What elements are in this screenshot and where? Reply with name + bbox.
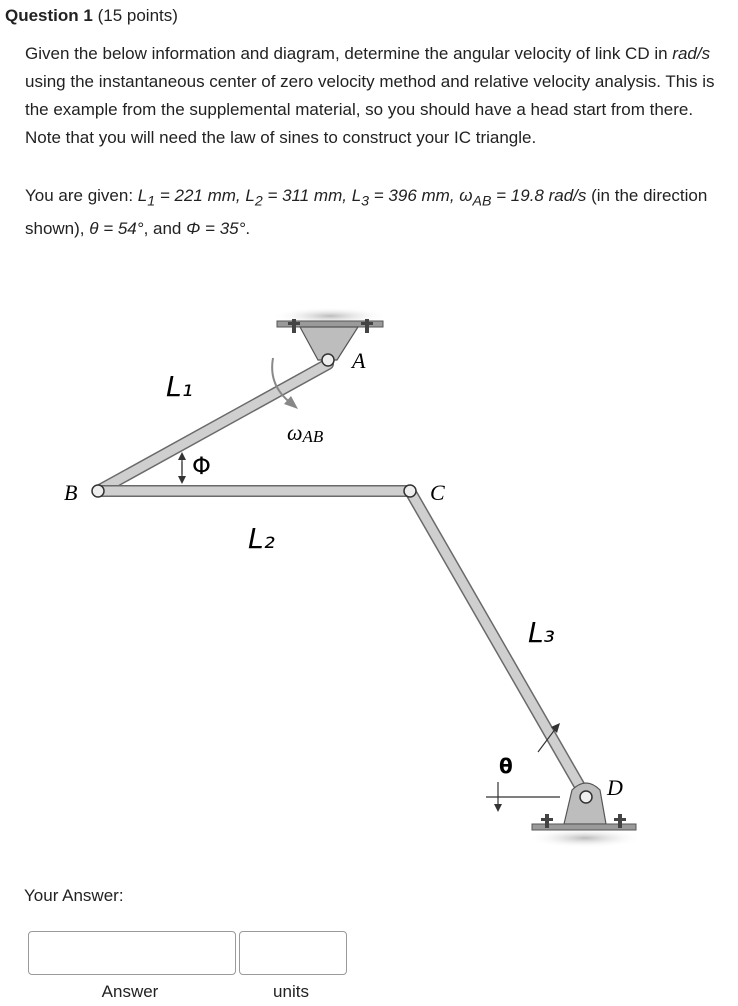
your-answer-label: Your Answer: (24, 886, 124, 905)
label-a: A (352, 348, 366, 373)
given-values: You are given: $L_1 = 221$ mm, $L_2 = 311$ mm, $L_3 = 396$ mm, $\omega_{AB} = 19.8$ rad/s (in the direction shown), θ = 54°, and Φ = 35°. (25, 186, 708, 239)
label-c: C (430, 480, 445, 505)
question-prompt (25, 40, 730, 243)
link-cd-fill (410, 491, 586, 797)
phi-arrowhead-up (178, 452, 186, 460)
question-number: Question 1 (5, 6, 93, 25)
label-l3: L₃ (528, 616, 555, 649)
pin-d (580, 791, 592, 803)
units-input[interactable] (239, 931, 347, 975)
prompt-paragraph: Given the below information and diagram, determine the angular velocity of link CD in rad/s using the instantaneous center of zero velocity method and relative velocity analysis. This is the example from the supplemental material, so you should have a head start from there. Note that you will need the law of sines to construct your IC triangle. (25, 44, 715, 147)
label-theta: θ (499, 754, 513, 778)
support-d-shadow (527, 828, 643, 848)
question-points: (15 points) (97, 6, 178, 25)
label-b: B (64, 480, 78, 505)
mechanism-diagram (0, 270, 738, 870)
answer-caption: Answer (101, 982, 159, 1001)
theta-arrowhead-down (494, 804, 502, 812)
units-caption: units (273, 982, 309, 1001)
pin-b (92, 485, 104, 497)
label-omega: ωAB (287, 420, 324, 446)
pin-c (404, 485, 416, 497)
phi-arrowhead-down (178, 476, 186, 484)
answer-input[interactable] (28, 931, 236, 975)
label-d: D (607, 775, 623, 800)
label-phi: Φ (192, 452, 211, 480)
pin-a (322, 354, 334, 366)
label-l1: L₁ (166, 370, 193, 403)
label-l2: L₂ (248, 522, 275, 555)
question-title (5, 6, 178, 26)
